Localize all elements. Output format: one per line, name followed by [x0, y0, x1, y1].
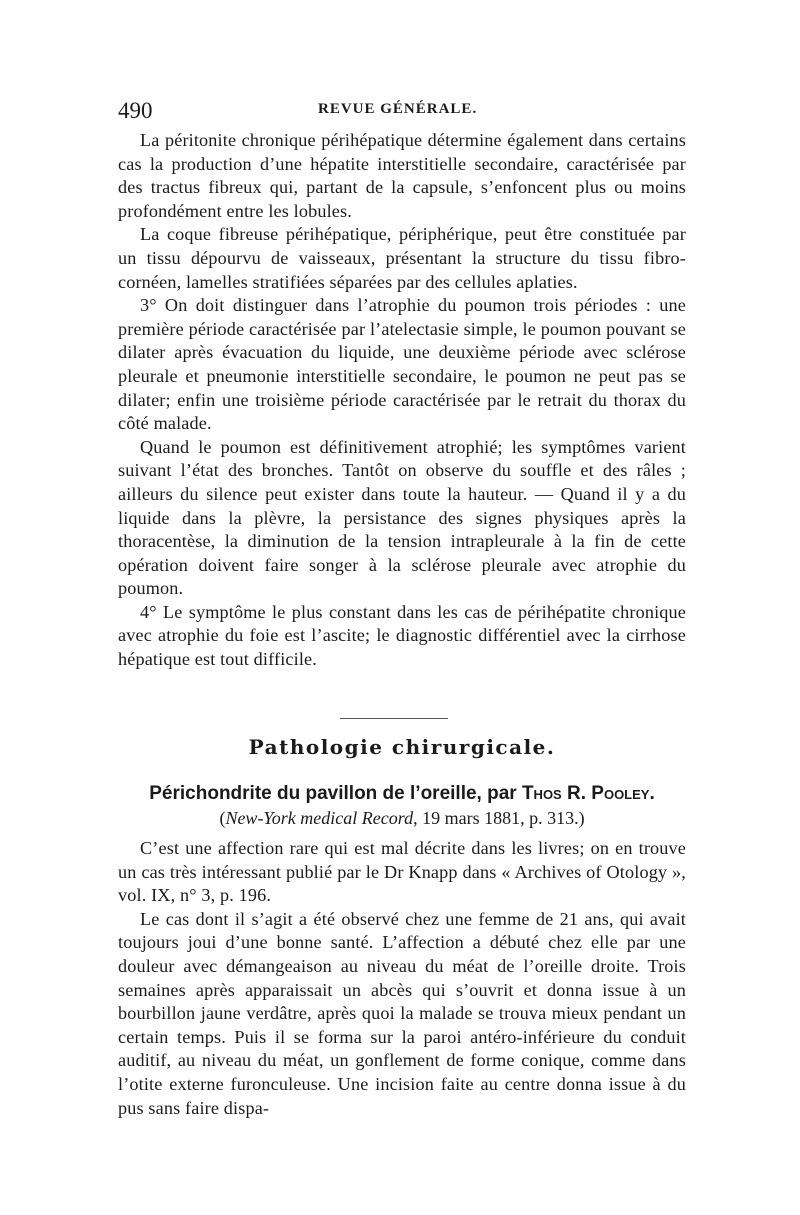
article-author: Thos R. Pooley.	[521, 783, 655, 804]
section-heading: Pathologie chirurgicale.	[248, 735, 556, 759]
running-title: REVUE GÉNÉRALE.	[318, 101, 478, 117]
running-header	[118, 98, 688, 128]
citation-details: , 19 mars 1881, p. 313.)	[413, 808, 585, 828]
paragraph: 4° Le symptôme le plus constant dans les cas de périhépatite chronique avec atrophie du foie est l’ascite; le diagnostic différentiel avec la cirrhose hépatique est tout difficile.	[118, 601, 686, 670]
paragraph: La coque fibreuse périhépatique, périphérique, peut être constituée par un tissu dépourvu de vaisseaux, présentant la structure du tissu fibro-cornéen, lamelles stratifiées séparées par des cellules aplaties.	[118, 224, 686, 292]
text-block-top	[118, 129, 686, 672]
article-citation	[118, 808, 686, 829]
text-block-bottom	[118, 837, 686, 1120]
page-number: 490	[118, 98, 153, 123]
citation-journal: New-York medical Record	[225, 808, 414, 828]
separator-rule	[340, 718, 448, 719]
paragraph: 3° On doit distinguer dans l’atrophie du poumon trois périodes : une première période caractérisée par l’atelectasie simple, le poumon pouvant se dilater après évacuation du liquide, une deuxième période avec sclérose pleurale et pneumonie interstitielle secondaire, le poumon ne peut pas se dilater; enfin une troisième période caractérisée par le retrait du thorax du côté malade.	[118, 295, 686, 434]
paragraph: La péritonite chronique périhépatique détermine également dans certains cas la production d’une hépatite interstitielle secondaire, caractérisée par des tractus fibreux qui, partant de la capsule, s’enfoncent plus ou moins profondément entre les lobules.	[118, 130, 686, 221]
paragraph: C’est une affection rare qui est mal décrite dans les livres; on en trouve un cas très intéressant publié par le Dr Knapp dans « Archives of Otology », vol. IX, n° 3, p. 196.	[118, 838, 686, 906]
article-title-text: Périchondrite du pavillon de l’oreille, par	[149, 783, 517, 804]
citation-open: (	[219, 808, 226, 828]
article-title	[118, 783, 686, 805]
paragraph: Quand le poumon est définitivement atrophié; les symptômes varient suivant l’état des bronches. Tantôt on observe du souffle et des râles ; ailleurs du silence peut exister dans toute la hauteur. — Quand il y a du liquide dans la plèvre, la persistance des signes physiques après la thoracentèse, la diminution de la tension intrapleurale à la fin de cette opération doivent faire songer à la sclérose pleurale avec atrophie du poumon.	[118, 436, 686, 599]
paragraph: Le cas dont il s’agit a été observé chez une femme de 21 ans, qui avait toujours joui d’une bonne santé. L’affection a débuté chez elle par une douleur avec démangeaison au niveau du méat de l’oreille droite. Trois semaines après apparaissait un abcès qui s’ouvrit et donna issue à un bourbillon jaune verdâtre, après quoi la malade se trouva mieux pendant un certain temps. Puis il se forma sur la paroi antéro-inférieure du conduit auditif, au niveau du méat, un gonflement de forme conique, comme dans l’otite externe furonculeuse. Une incision faite au centre donna issue à du pus sans faire dispa-	[118, 908, 686, 1118]
